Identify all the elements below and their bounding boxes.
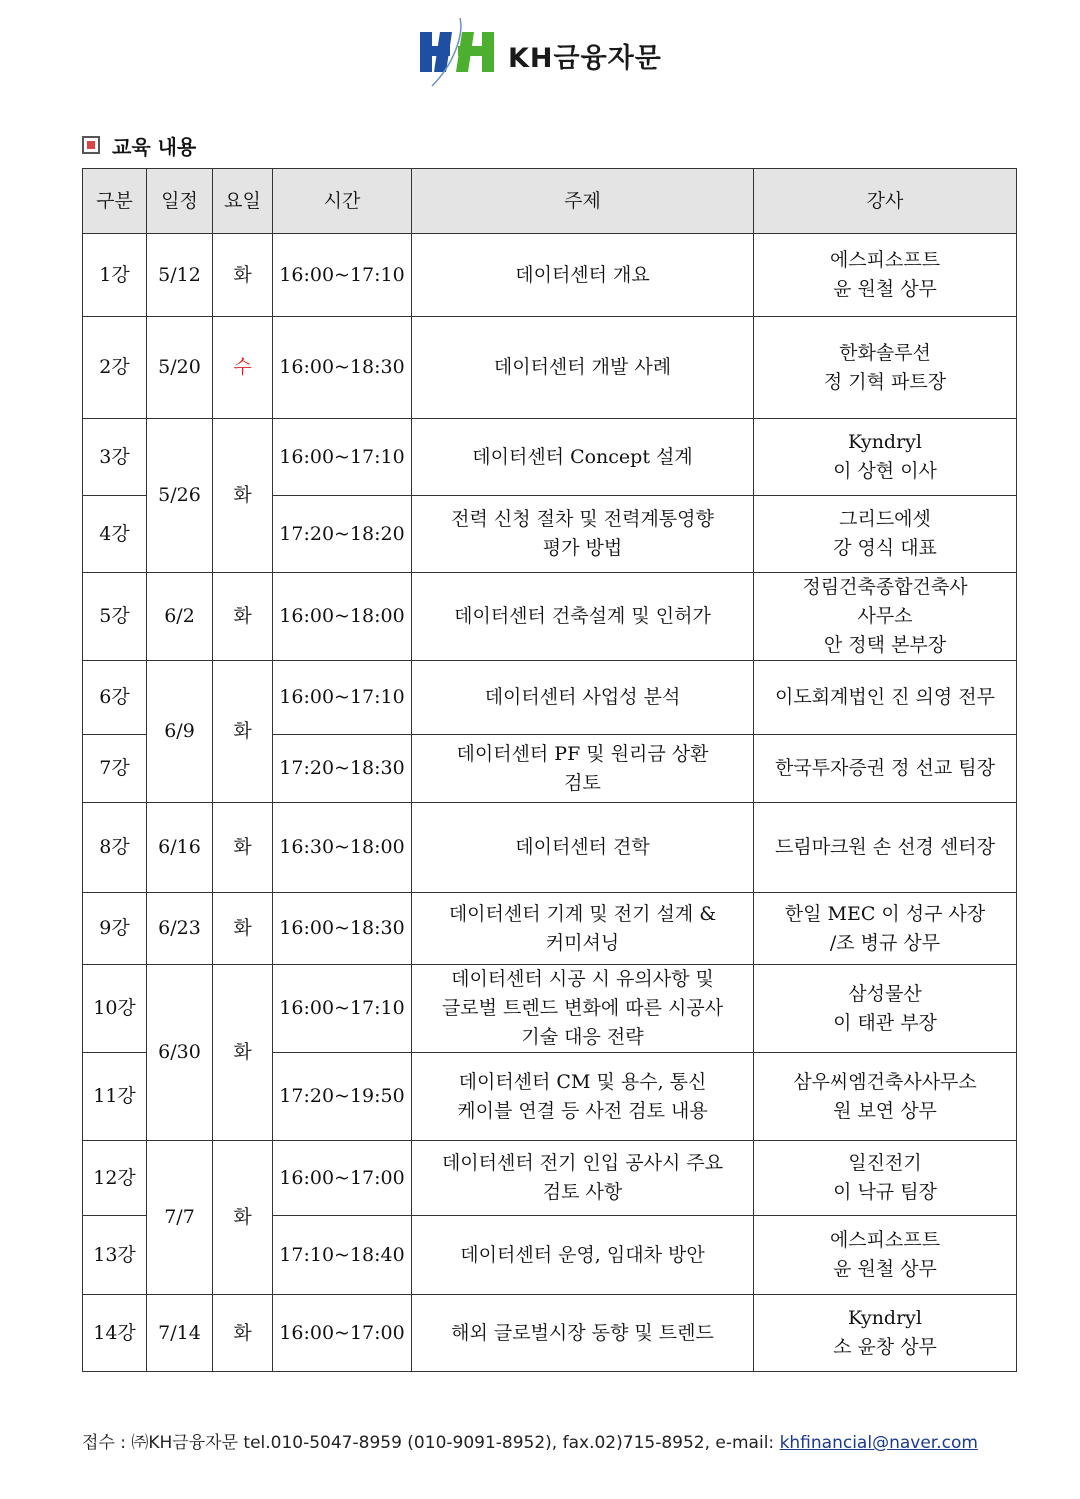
section-heading: [82, 130, 196, 160]
table-row: [83, 965, 1017, 1053]
topic-cell-line: 데이터센터 사업성 분석: [484, 686, 681, 708]
speaker-cell-line: Kyndryl: [847, 431, 922, 453]
speaker-cell-line: 드림마크원 손 선경 센터장: [774, 836, 995, 858]
lecture-cell: 9강: [83, 893, 147, 965]
topic-cell-line: 평가 방법: [542, 537, 623, 559]
topic-cell-line: 검토: [564, 771, 601, 794]
time-cell: 17:20~18:20: [273, 496, 412, 573]
topic-cell-line: 데이터센터 개발 사례: [493, 356, 672, 378]
day-cell: 화: [213, 893, 273, 965]
speaker-cell-line: 이 낙규 팀장: [833, 1181, 937, 1203]
date-cell: 5/20: [147, 317, 213, 419]
speaker-cell-line: 에스피소프트: [829, 249, 941, 271]
topic-cell-line: 케이블 연결 등 사전 검토 내용: [457, 1099, 708, 1122]
lecture-cell: 8강: [83, 803, 147, 893]
table-row: [83, 893, 1017, 965]
date-cell: 7/7: [147, 1141, 213, 1295]
lecture-cell: 2강: [83, 317, 147, 419]
topic-cell: [412, 661, 754, 735]
speaker-cell: [754, 317, 1017, 419]
speaker-cell: [754, 496, 1017, 573]
speaker-cell: [754, 1053, 1017, 1141]
topic-cell-line: 데이터센터 CM 및 용수, 통신: [458, 1070, 707, 1093]
topic-cell-line: 데이터센터 견학: [515, 836, 650, 858]
speaker-cell: [754, 803, 1017, 893]
topic-cell-line: 데이터센터 건축설계 및 인허가: [454, 605, 711, 627]
speaker-cell: [754, 234, 1017, 317]
topic-cell-line: 데이터센터 기계 및 전기 설계 &: [448, 902, 717, 925]
speaker-cell-line: 소 윤창 상무: [833, 1336, 937, 1358]
kh-logo-icon: [418, 14, 508, 90]
time-cell: 16:00~18:30: [273, 893, 412, 965]
speaker-cell: [754, 1295, 1017, 1372]
time-cell: 16:00~17:10: [273, 965, 412, 1053]
time-cell: 16:00~17:00: [273, 1295, 412, 1372]
speaker-cell-line: Kyndryl: [847, 1307, 922, 1329]
day-cell: 화: [213, 1141, 273, 1295]
table-row: [83, 234, 1017, 317]
date-cell: 7/14: [147, 1295, 213, 1372]
date-cell: 6/9: [147, 661, 213, 803]
schedule-table: [82, 168, 1017, 1372]
lecture-cell: 10강: [83, 965, 147, 1053]
lecture-cell: 11강: [83, 1053, 147, 1141]
speaker-cell-line: /조 병규 상무: [829, 931, 941, 954]
topic-cell: [412, 803, 754, 893]
topic-cell-line: 데이터센터 시공 시 유의사항 및: [451, 968, 714, 990]
topic-cell: [412, 965, 754, 1053]
day-cell: 화: [213, 803, 273, 893]
email-link[interactable]: khfinancial@naver.com: [779, 1433, 978, 1453]
lecture-cell: 12강: [83, 1141, 147, 1216]
speaker-cell-line: 정림건축종합건축사: [802, 576, 968, 598]
date-cell: 6/30: [147, 965, 213, 1141]
day-cell: 화: [213, 1295, 273, 1372]
date-cell: 6/16: [147, 803, 213, 893]
time-cell: 17:10~18:40: [273, 1216, 412, 1295]
section-title: 교육 내용: [112, 134, 197, 159]
lecture-cell: 4강: [83, 496, 147, 573]
table-row: [83, 1141, 1017, 1216]
speaker-cell-line: 윤 원철 상무: [833, 278, 937, 300]
speaker-cell: [754, 661, 1017, 735]
date-cell: 6/23: [147, 893, 213, 965]
speaker-cell-line: 한국투자증권 정 선교 팀장: [774, 757, 995, 779]
lecture-cell: 5강: [83, 573, 147, 661]
speaker-cell-line: 원 보연 상무: [833, 1099, 937, 1122]
time-cell: 16:00~17:00: [273, 1141, 412, 1216]
square-bullet-icon: [82, 136, 100, 154]
topic-cell: [412, 573, 754, 661]
time-cell: 16:00~18:30: [273, 317, 412, 419]
speaker-cell-line: 윤 원철 상무: [833, 1258, 937, 1280]
speaker-cell-line: 삼성물산: [848, 982, 922, 1005]
speaker-cell: [754, 1216, 1017, 1295]
day-cell: 화: [213, 661, 273, 803]
topic-cell-line: 데이터센터 Concept 설계: [472, 445, 693, 468]
table-row: [83, 661, 1017, 735]
topic-cell: [412, 1141, 754, 1216]
speaker-cell: [754, 893, 1017, 965]
speaker-cell: [754, 573, 1017, 661]
time-cell: 17:20~19:50: [273, 1053, 412, 1141]
day-cell: 화: [213, 419, 273, 573]
speaker-cell-line: 이도회계법인 진 의영 전무: [774, 686, 995, 708]
topic-cell: [412, 496, 754, 573]
lecture-cell: 1강: [83, 234, 147, 317]
time-cell: 17:20~18:30: [273, 735, 412, 803]
speaker-cell-line: 이 상현 이사: [833, 460, 937, 482]
topic-cell-line: 글로벌 트렌드 변화에 따른 시공사: [441, 997, 724, 1019]
topic-cell-line: 데이터센터 운영, 임대차 방안: [460, 1243, 705, 1266]
speaker-cell-line: 에스피소프트: [829, 1229, 941, 1251]
time-cell: 16:00~17:10: [273, 234, 412, 317]
header-day: 요일: [213, 169, 273, 234]
table-row: [83, 573, 1017, 661]
topic-cell: [412, 1295, 754, 1372]
speaker-cell: [754, 965, 1017, 1053]
header-speaker: 강사: [754, 169, 1017, 234]
topic-cell-line: 검토 사항: [542, 1181, 623, 1203]
topic-cell-line: 데이터센터 전기 인입 공사시 주요: [441, 1152, 724, 1174]
time-cell: 16:00~17:10: [273, 661, 412, 735]
lecture-cell: 14강: [83, 1295, 147, 1372]
topic-cell: [412, 1053, 754, 1141]
lecture-cell: 7강: [83, 735, 147, 803]
topic-cell: [412, 1216, 754, 1295]
topic-cell: [412, 317, 754, 419]
speaker-cell-line: 삼우씨엠건축사사무소: [793, 1070, 977, 1093]
day-cell: 수: [213, 317, 273, 419]
speaker-cell: [754, 735, 1017, 803]
table-row: [83, 419, 1017, 496]
topic-cell: [412, 893, 754, 965]
header-lecture: 구분: [83, 169, 147, 234]
topic-cell-line: 커미셔닝: [545, 931, 620, 954]
table-header-row: [83, 169, 1017, 234]
lecture-cell: 3강: [83, 419, 147, 496]
company-logo: [418, 14, 680, 90]
speaker-cell: [754, 1141, 1017, 1216]
header-time: 시간: [273, 169, 412, 234]
topic-cell-line: 해외 글로벌시장 동향 및 트렌드: [451, 1321, 714, 1344]
speaker-cell-line: 한화솔루션: [839, 341, 931, 364]
time-cell: 16:00~18:00: [273, 573, 412, 661]
topic-cell-line: 기술 대응 전략: [521, 1026, 644, 1048]
day-cell: 화: [213, 573, 273, 661]
speaker-cell-line: 이 태관 부장: [833, 1011, 937, 1034]
topic-cell: [412, 735, 754, 803]
footer-text: 접수 : ㈜KH금융자문 tel.010-5047-8959 (010-9091-8952), fax.02)715-8952, e-mail:: [82, 1433, 780, 1453]
speaker-cell-line: 안 정택 본부장: [823, 634, 947, 656]
topic-cell-line: 데이터센터 PF 및 원리금 상환: [456, 742, 709, 765]
speaker-cell-line: 그리드에셋: [839, 508, 931, 530]
speaker-cell-line: 한일 MEC 이 성구 사장: [784, 902, 986, 925]
header-topic: 주제: [412, 169, 754, 234]
footer-contact: [82, 1428, 978, 1453]
lecture-cell: 6강: [83, 661, 147, 735]
speaker-cell: [754, 419, 1017, 496]
topic-cell-line: 전력 신청 절차 및 전력계통영향: [451, 508, 714, 530]
topic-cell: [412, 419, 754, 496]
table-row: [83, 1295, 1017, 1372]
time-cell: 16:30~18:00: [273, 803, 412, 893]
logo-text: KH금융자문: [508, 43, 662, 74]
date-cell: 5/12: [147, 234, 213, 317]
table-row: [83, 803, 1017, 893]
speaker-cell-line: 강 영식 대표: [833, 537, 937, 559]
speaker-cell-line: 정 기혁 파트장: [823, 370, 947, 393]
time-cell: 16:00~17:10: [273, 419, 412, 496]
speaker-cell-line: 사무소: [857, 605, 913, 627]
topic-cell-line: 데이터센터 개요: [515, 263, 650, 286]
table-row: [83, 317, 1017, 419]
lecture-cell: 13강: [83, 1216, 147, 1295]
day-cell: 화: [213, 965, 273, 1141]
speaker-cell-line: 일진전기: [848, 1152, 922, 1174]
date-cell: 5/26: [147, 419, 213, 573]
topic-cell: [412, 234, 754, 317]
day-cell: 화: [213, 234, 273, 317]
date-cell: 6/2: [147, 573, 213, 661]
header-date: 일정: [147, 169, 213, 234]
